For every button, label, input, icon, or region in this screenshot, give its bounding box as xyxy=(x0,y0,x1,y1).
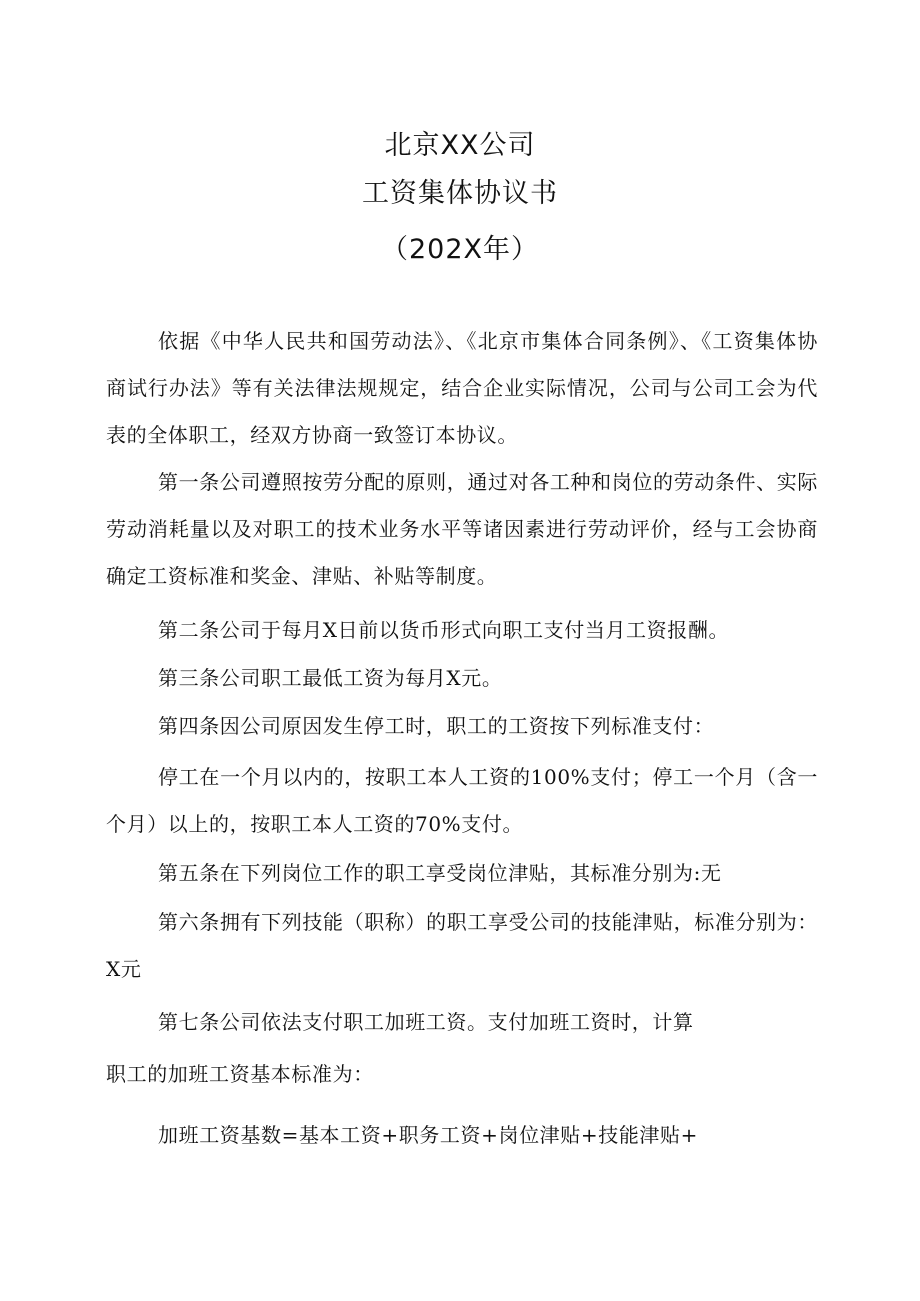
article-7-continuation: 职工的加班工资基本标准为： xyxy=(106,1062,374,1086)
article-1-paragraph: 第一条公司遵照按劳分配的原则，通过对各工种和岗位的劳动条件、实际劳动消耗量以及对职工的技术业务水平等诸因素进行劳动评价，经与工会协商确定工资标准和奖金、津贴、补贴等制度。 xyxy=(106,470,818,588)
article-3-paragraph: 第三条公司职工最低工资为每月X元。 xyxy=(158,666,503,690)
article-7-paragraph: 第七条公司依法支付职工加班工资。支付加班工资时，计算 xyxy=(158,1010,694,1034)
document-year: （202X年） xyxy=(380,234,540,265)
article-2-paragraph: 第二条公司于每月X日前以货币形式向职工支付当月工资报酬。 xyxy=(158,618,730,642)
article-4-paragraph: 第四条因公司原因发生停工时，职工的工资按下列标准支付： xyxy=(158,714,715,738)
preamble-paragraph: 依据《中华人民共和国劳动法》、《北京市集体合同条例》、《工资集体协商试行办法》等有关法律法规规定，结合企业实际情况，公司与公司工会为代表的全体职工，经双方协商一致签订本协议。 xyxy=(106,329,818,447)
company-title: 北京XX公司 xyxy=(384,130,536,161)
article-4-detail-paragraph: 停工在一个月以内的，按职工本人工资的100%支付；停工一个月（含一个月）以上的，按职工本人工资的70%支付。 xyxy=(106,765,818,836)
article-5-paragraph: 第五条在下列岗位工作的职工享受岗位津贴，其标准分别为:无 xyxy=(158,861,722,885)
overtime-formula: 加班工资基数=基本工资+职务工资+岗位津贴+技能津贴+ xyxy=(158,1123,698,1147)
document-title: 工资集体协议书 xyxy=(362,178,558,209)
article-6-paragraph: 第六条拥有下列技能（职称）的职工享受公司的技能津贴，标准分别为：X元 xyxy=(106,910,818,981)
